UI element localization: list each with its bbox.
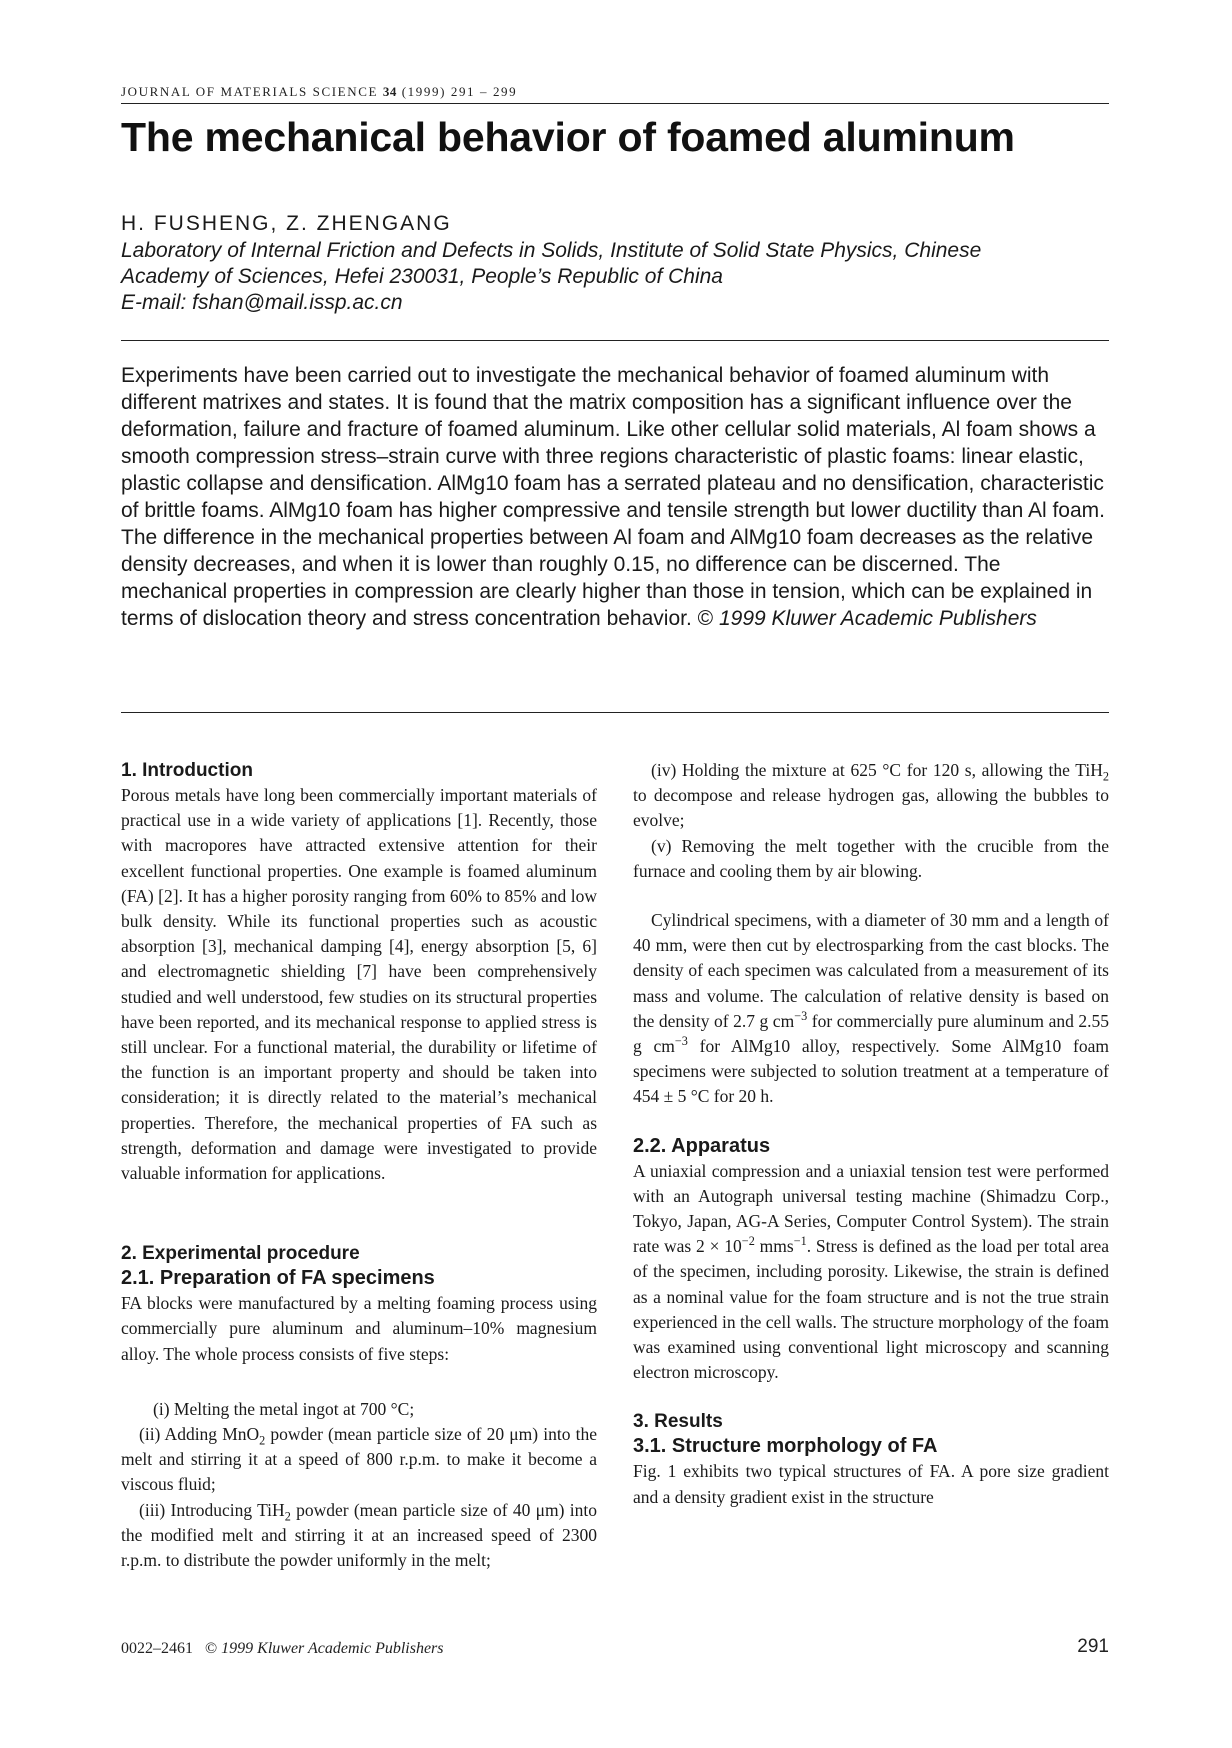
abstract	[121, 362, 1109, 632]
right-column	[633, 758, 1109, 1510]
specimen-paragraph: Cylindrical specimens, with a diameter of 30 mm and a length of 40 mm, were then cut by electrosparking from the cast blocks. The density of each specimen was calculated from a measurement of its mass and volume. The calculation of relative density is based on the density of 2.7 g $cm^{-3}$ for commercially pure aluminum and 2.55 g $cm^{-3}$ for AlMg10 alloy, respectively. Some AlMg10 foam specimens were subjected to solution treatment at a temperature of 454 ± 5 °C for 20 h.	[633, 910, 1109, 1107]
subsection-heading-morphology: 3.1. Structure morphology of FA	[633, 1435, 938, 1458]
affiliation-line-2: Academy of Sciences, Hefei 230031, People’s Republic of China	[121, 265, 723, 288]
journal-volume: 34	[382, 84, 397, 99]
list-item-step-2: (ii) Adding MnO$_2$ powder (mean particle size of 20 μm) into the melt and stirring it at a speed of 800 r.p.m. to make it become a viscous fluid;	[121, 1424, 597, 1495]
journal-year-pages: (1999) 291 – 299	[401, 84, 518, 99]
subsection-heading-apparatus: 2.2. Apparatus	[633, 1134, 771, 1157]
subsection-heading-preparation: 2.1. Preparation of FA specimens	[121, 1267, 435, 1290]
paper-page	[121, 0, 1109, 1748]
header-rule	[121, 103, 1109, 104]
authors: H. FUSHENG, Z. ZHENGANG	[121, 212, 452, 235]
copyright-icon: ©	[697, 607, 714, 630]
section-heading-results: 3. Results	[633, 1411, 723, 1433]
copyright-icon: ©	[205, 1640, 218, 1657]
footer-publisher: 1999 Kluwer Academic Publishers	[221, 1640, 444, 1657]
abstract-text: Experiments have been carried out to investigate the mechanical behavior of foamed aluminum with different matrixes and states. It is found that the matrix composition has a significant influence over the deformation, failure and fracture of foamed aluminum. Like other cellular solid materials, Al foam shows a smooth compression stress–strain curve with three regions characteristic of plastic foams: linear elastic, plastic collapse and densification. AlMg10 foam has a serrated plateau and no densification, characteristic of brittle foams. AlMg10 foam has higher compressive and tensile strength but lower ductility than Al foam. The difference in the mechanical properties between Al foam and AlMg10 foam decreases as the relative density decreases, and when it is lower than roughly 0.15, no difference can be discerned. The mechanical properties in compression are clearly higher than those in tension, which can be explained in terms of dislocation theory and stress concentration behavior.	[121, 364, 1105, 630]
affiliation	[121, 238, 1109, 316]
apparatus-paragraph: A uniaxial compression and a uniaxial tension test were performed with an Autograph universal testing machine (Shimadzu Corp., Tokyo, Japan, AG-A Series, Computer Control System). The strain rate was $2 \times 10^{-2}$ mms$^{-1}$. Stress is defined as the load per total area of the specimen, including porosity. Likewise, the strain is defined as a nominal value for the foam structure and is not the true strain experienced in the cell walls. The structure morphology of the foam was examined using conventional light microscopy and scanning electron microscopy.	[633, 1160, 1109, 1383]
abstract-copyright: 1999 Kluwer Academic Publishers	[718, 607, 1037, 630]
running-head	[121, 84, 1109, 100]
affiliation-line-1: Laboratory of Internal Friction and Defects in Solids, Institute of Solid State Physics, Chinese	[121, 239, 982, 262]
footer-issn-line	[121, 1640, 444, 1658]
preparation-paragraph: FA blocks were manufactured by a melting foaming process using commercially pure aluminum and aluminum–10% magnesium alloy. The whole process consists of five steps:	[121, 1293, 597, 1364]
morphology-paragraph: Fig. 1 exhibits two typical structures of FA. A pore size gradient and a density gradient exist in the structure	[633, 1461, 1109, 1507]
intro-paragraph: Porous metals have long been commercially important materials of practical use in a wide variety of applications [1]. Recently, those with macropores have attracted extensive attention for their excellent functional properties. One example is foamed aluminum (FA) [2]. It has a higher porosity ranging from 60% to 85% and low bulk density. While its functional properties such as acoustic absorption [3], mechanical damping [4], energy absorption [5, 6] and electromagnetic shielding [7] have been comprehensively studied and well understood, few studies on its structural properties have been reported, and its mechanical response to applied stress is still unclear. For a functional material, the durability or lifetime of the function is an important property and should be taken into consideration; it is directly related to the material’s mechanical properties. Therefore, the mechanical properties of FA such as strength, deformation and damage were investigated to provide valuable information for applications.	[121, 785, 597, 1184]
footer-issn: 0022–2461	[121, 1640, 193, 1657]
abstract-bottom-rule	[121, 712, 1109, 713]
affiliation-email: E-mail: fshan@mail.issp.ac.cn	[121, 291, 403, 314]
list-item-step-1: (i) Melting the metal ingot at 700 °C;	[153, 1398, 415, 1419]
section-heading-experimental: 2. Experimental procedure	[121, 1243, 360, 1265]
left-column	[121, 758, 597, 1573]
abstract-top-rule	[121, 340, 1109, 341]
list-item-step-3: (iii) Introducing TiH$_2$ powder (mean particle size of 40 μm) into the modified melt and stirring it at an increased speed of 2300 r.p.m. to distribute the powder uniformly in the melt;	[121, 1499, 597, 1571]
section-heading-introduction: 1. Introduction	[121, 760, 253, 781]
paper-title: The mechanical behavior of foamed aluminum	[121, 114, 1015, 160]
list-item-step-5: (v) Removing the melt together with the crucible from the furnace and cooling them by air blowing.	[633, 835, 1109, 881]
journal-name: JOURNAL OF MATERIALS SCIENCE	[121, 84, 379, 99]
list-item-step-4: (iv) Holding the mixture at 625 °C for 120 s, allowing the TiH$_2$ to decompose and release hydrogen gas, allowing the bubbles to evolve;	[633, 760, 1109, 831]
page-number: 291	[1077, 1636, 1109, 1657]
